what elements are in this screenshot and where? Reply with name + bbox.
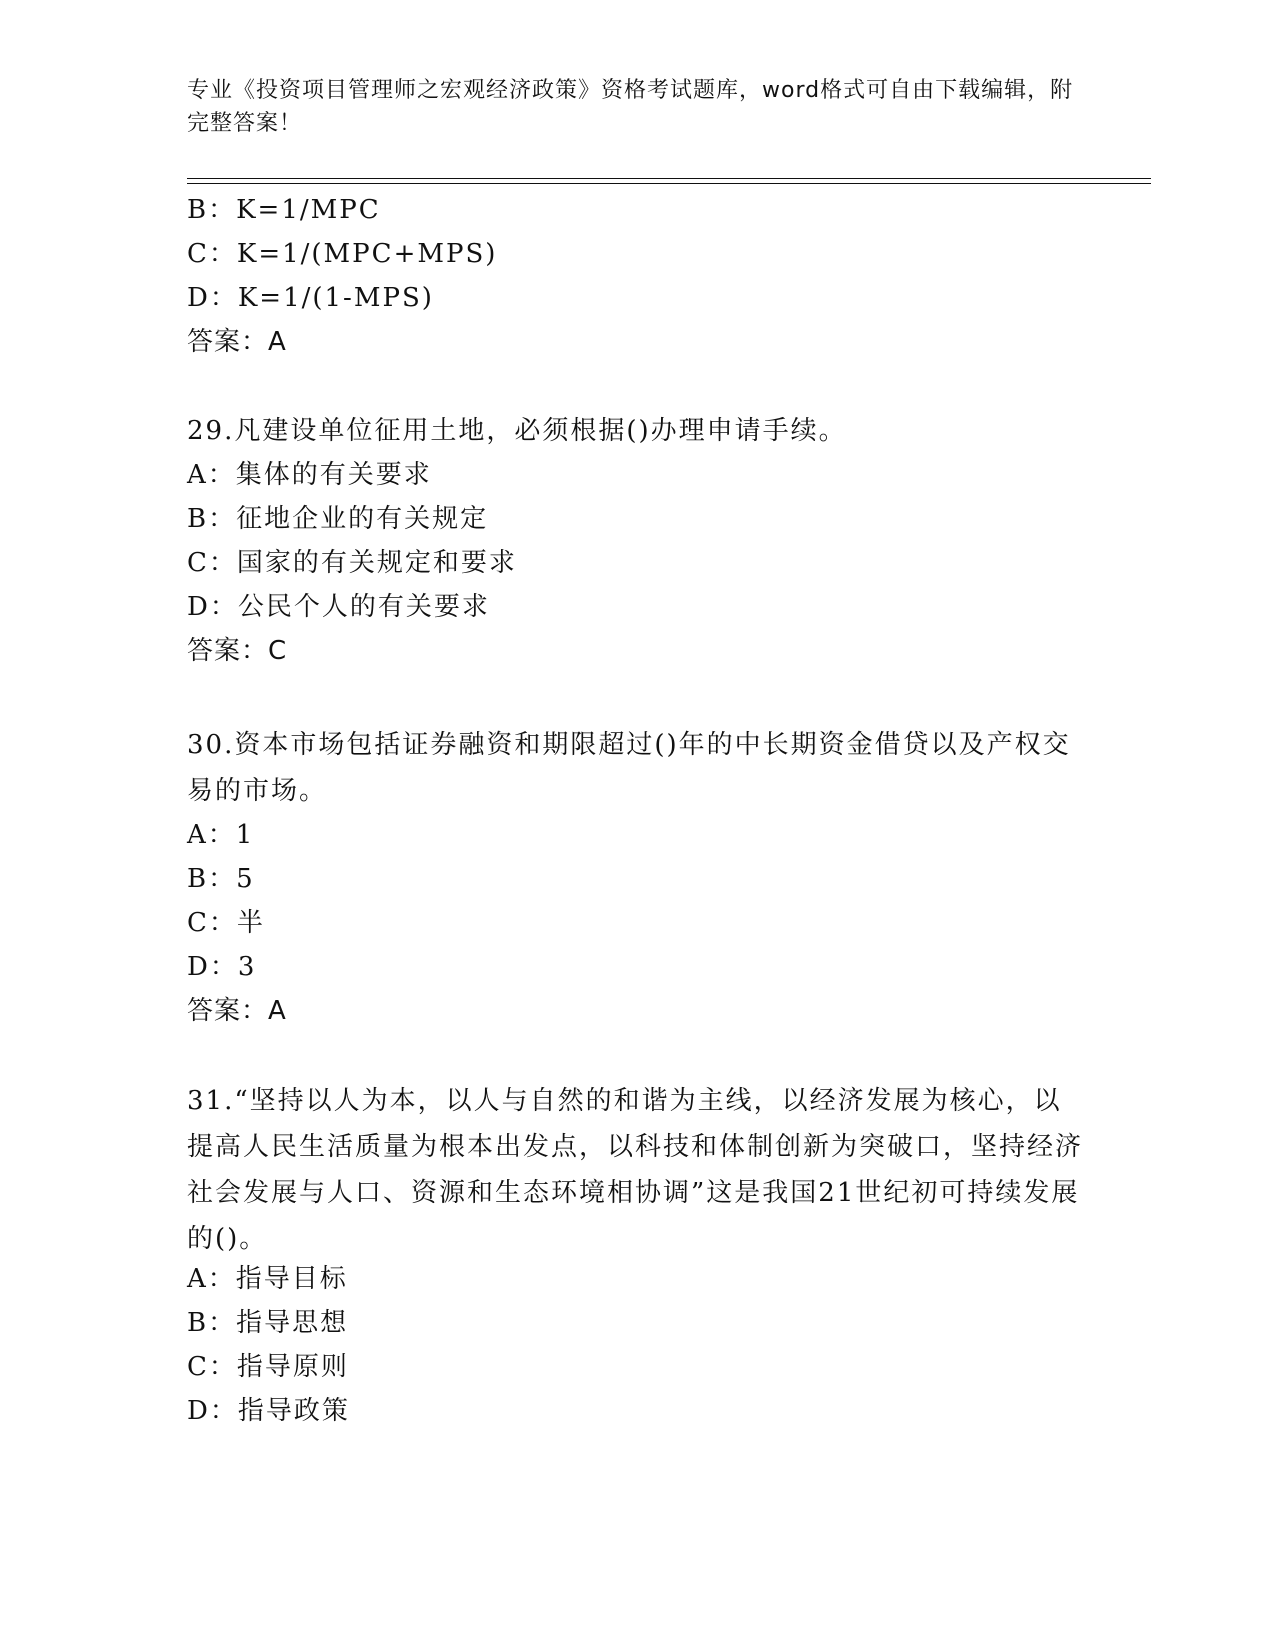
option-text: 1 (235, 820, 255, 850)
question-text: 30.资本市场包括证券融资和期限超过()年的中长期资金借贷以及产权交易的市场。 (187, 730, 1071, 806)
option-d (187, 1388, 350, 1434)
option-text: 集体的有关要求 (235, 460, 432, 490)
document-header: 专业《投资项目管理师之宏观经济政策》资格考试题库，word格式可自由下载编辑，附完整答案！ (187, 78, 1074, 136)
option-c (187, 540, 517, 586)
option-letter: C： (187, 239, 237, 269)
option-letter: A： (187, 1264, 236, 1294)
answer: 答案：A (187, 327, 287, 357)
option-letter: B： (187, 1308, 237, 1338)
option-letter: D： (187, 952, 238, 982)
answer: 答案：C (187, 636, 288, 666)
option-c (187, 1344, 349, 1390)
option-letter: B： (187, 195, 237, 225)
option-text: 5 (236, 864, 255, 894)
option-d (187, 584, 490, 630)
question-text: 29.凡建设单位征用土地，必须根据()办理申请手续。 (187, 416, 847, 446)
header-divider-bottom (187, 183, 1151, 184)
option-text: 指导原则 (236, 1352, 349, 1382)
question-text: 31.“坚持以人为本，以人与自然的和谐为主线，以经济发展为核心，以提高人民生活质量为根本出发点，以科技和体制创新为突破口，坚持经济社会发展与人口、资源和生态环境相协调”这是我国21世纪初可持续发展的()。 (187, 1086, 1084, 1254)
answer: 答案：A (187, 996, 287, 1026)
option-text: K=1/MPC (236, 195, 381, 225)
option-b (187, 856, 255, 902)
option-text: 半 (236, 908, 265, 938)
option-letter: B： (187, 504, 237, 534)
option-text: 指导思想 (236, 1308, 349, 1338)
option-letter: C： (187, 1352, 237, 1382)
option-letter: D： (187, 592, 238, 622)
option-b (187, 187, 381, 233)
option-letter: B： (187, 864, 237, 894)
option-c (187, 900, 265, 946)
option-a (187, 1256, 348, 1302)
option-text: 指导目标 (235, 1264, 348, 1294)
option-letter: A： (187, 460, 236, 490)
option-text: 国家的有关规定和要求 (236, 548, 517, 578)
option-letter: A： (187, 820, 236, 850)
option-c (187, 231, 497, 277)
option-b (187, 1300, 348, 1346)
option-letter: D： (187, 283, 238, 313)
option-letter: C： (187, 908, 237, 938)
option-letter: D： (187, 1396, 238, 1426)
header-divider-top (187, 178, 1151, 179)
option-d (187, 944, 256, 990)
option-d (187, 275, 434, 321)
option-text: 征地企业的有关规定 (236, 504, 489, 534)
option-text: 指导政策 (237, 1396, 350, 1426)
option-text: K=1/(MPC+MPS) (236, 239, 498, 269)
option-b (187, 496, 488, 542)
option-a (187, 452, 432, 498)
option-a (187, 812, 254, 858)
option-text: 3 (237, 952, 257, 982)
option-letter: C： (187, 548, 237, 578)
option-text: 公民个人的有关要求 (237, 592, 490, 622)
option-text: K=1/(1-MPS) (237, 283, 434, 313)
